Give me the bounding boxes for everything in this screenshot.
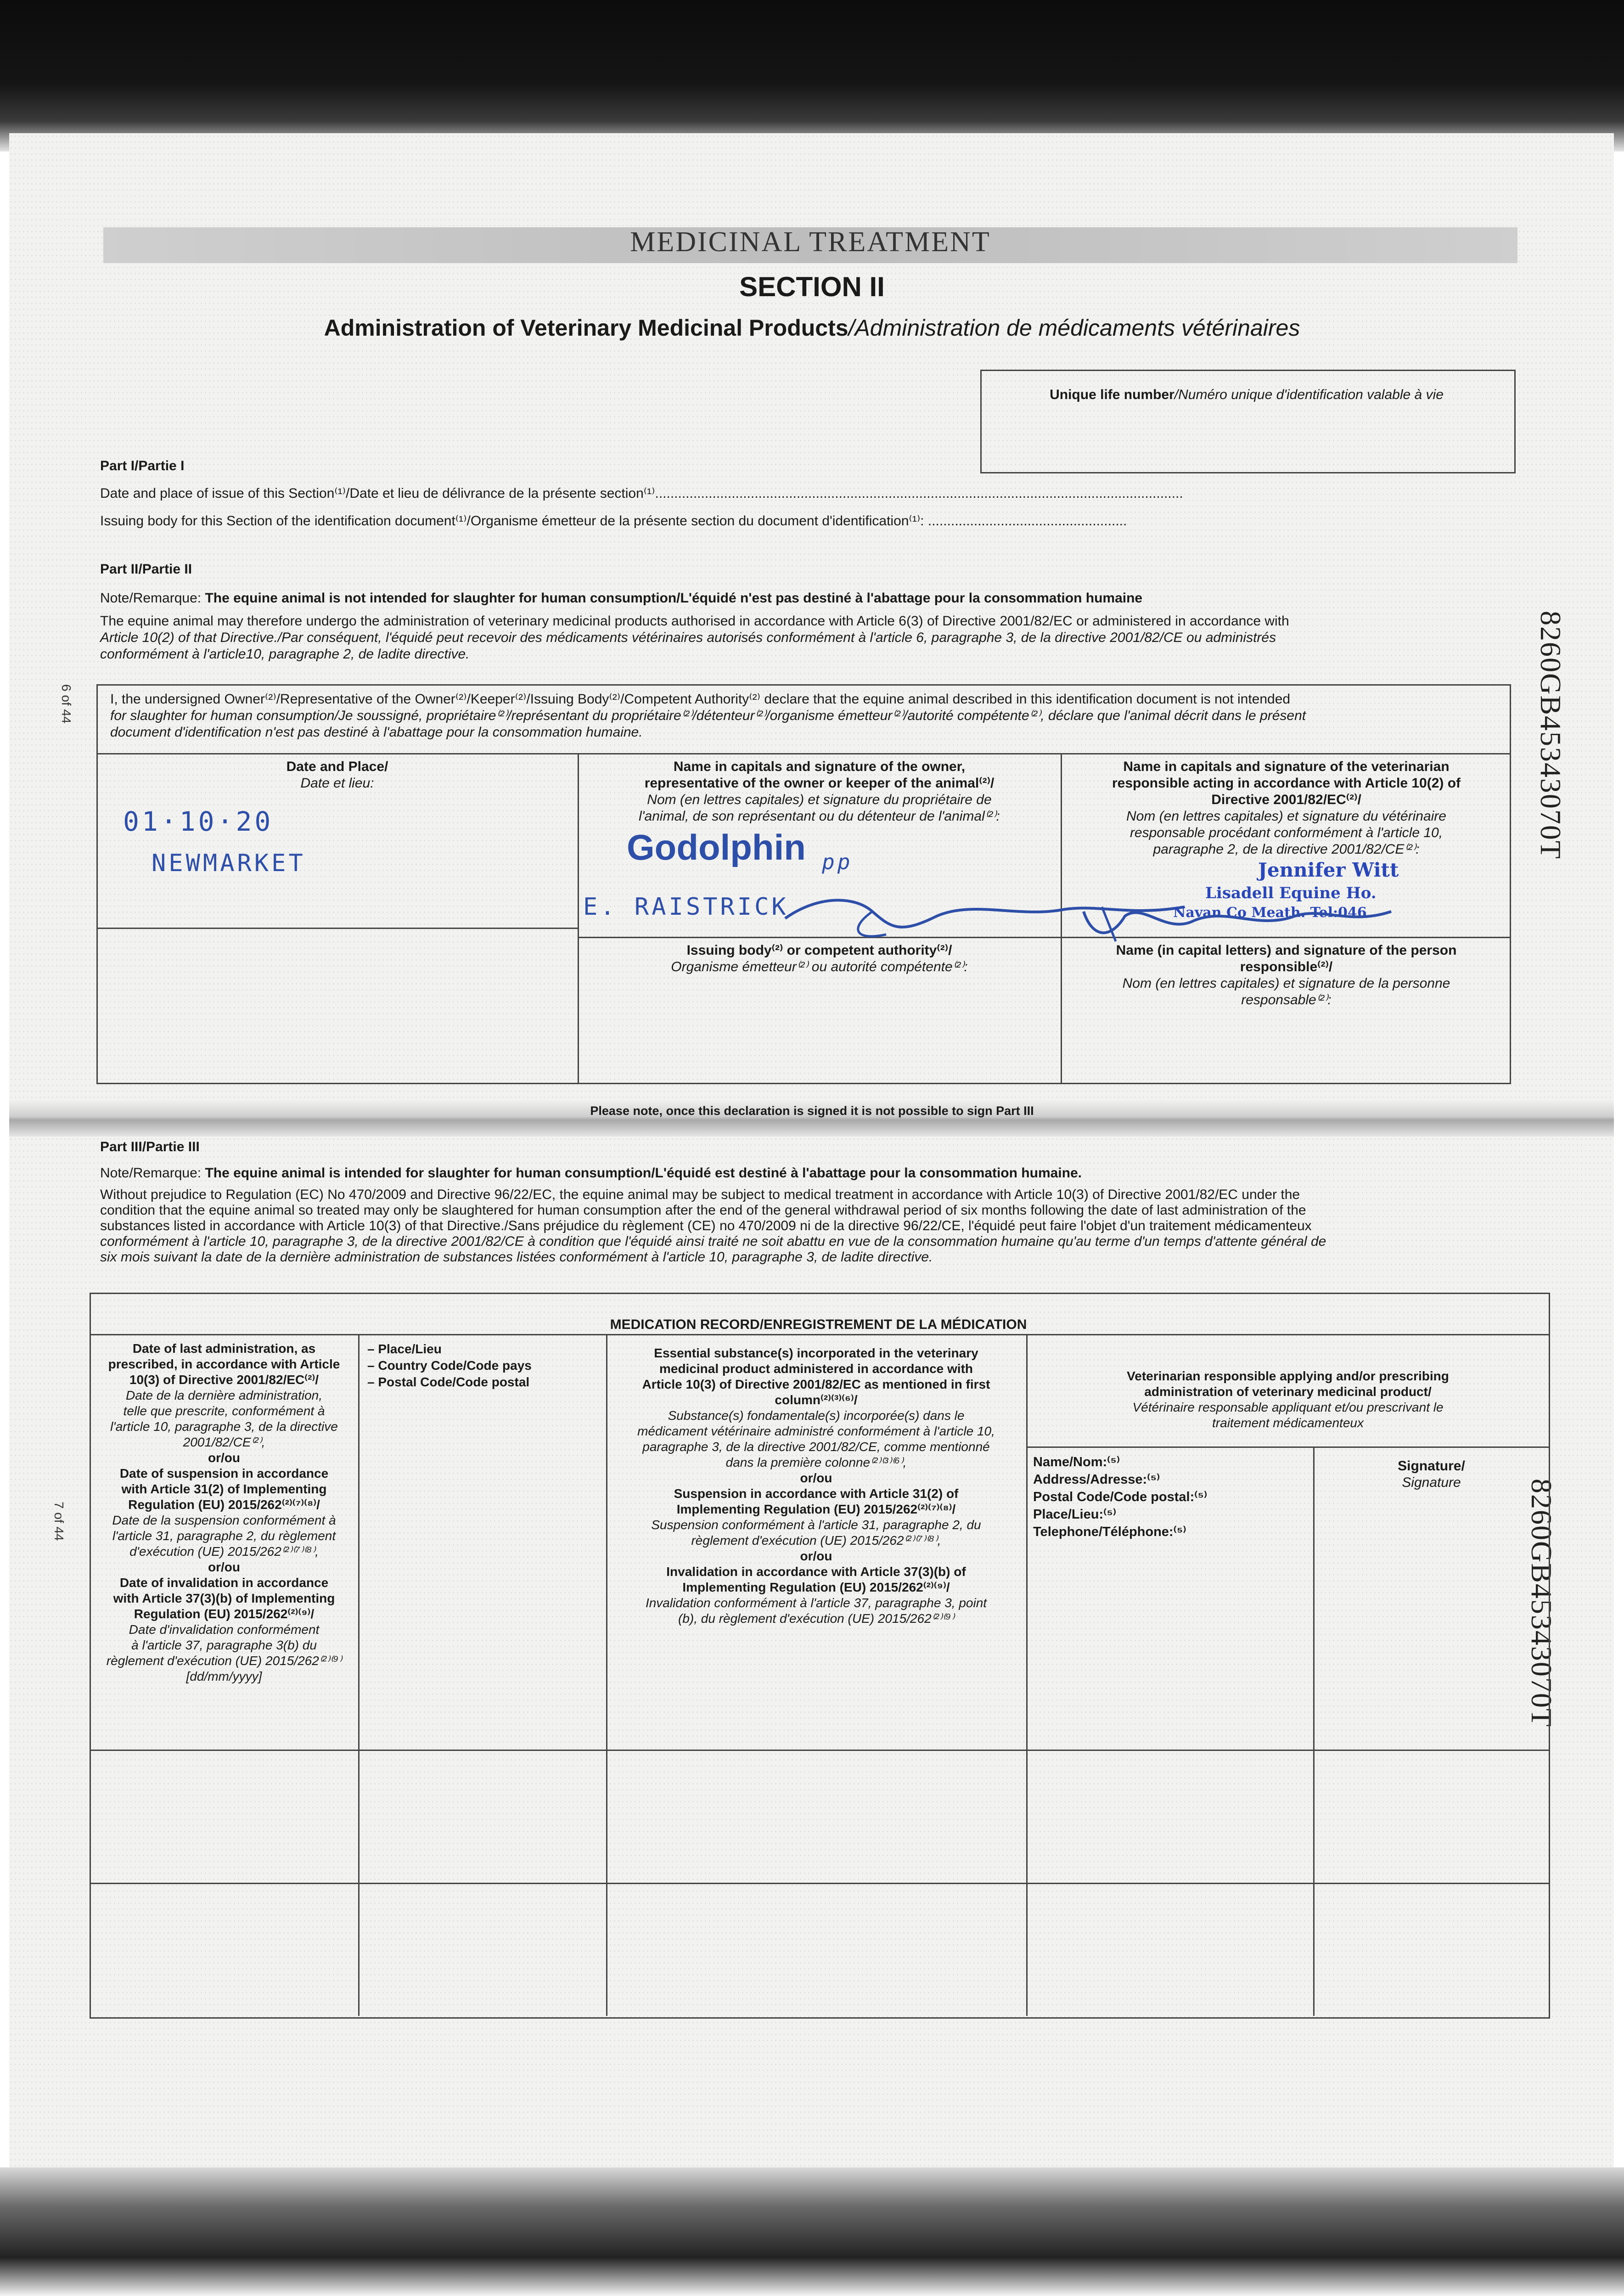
col-line: Signature <box>1402 1475 1461 1490</box>
header-line: paragraphe 2, de la directive 2001/82/CE⁽²⁾: <box>1153 842 1420 857</box>
col-line: l'article 10, paragraphe 3, de la directive <box>110 1419 338 1434</box>
section-title: SECTION II <box>739 271 885 302</box>
col-substances <box>608 1345 1024 1626</box>
part2-heading: Part II/Partie II <box>100 562 192 577</box>
col-line: or/ou <box>208 1560 240 1574</box>
col-line: Essential substance(s) incorporated in the veterinary <box>654 1346 978 1360</box>
col-line: or/ou <box>800 1471 832 1485</box>
medication-record-title: MEDICATION RECORD/ENREGISTREMENT DE LA MÉDICATION <box>610 1317 1027 1332</box>
vet-field-telephone: Telephone/Téléphone:⁽⁵⁾ <box>1033 1525 1186 1539</box>
handwritten-place: NEWMARKET <box>152 850 306 877</box>
header-line: Date et lieu: <box>300 776 374 791</box>
part3-para-line: Without prejudice to Regulation (EC) No 470/2009 and Directive 96/22/EC, the equine animal may be subject to medical treatment in accordance with Article 10(3) of Directive 2001/82/EC under the <box>100 1187 1300 1202</box>
unique-life-number-box <box>980 370 1516 473</box>
col-line: Suspension in accordance with Article 31(2) of <box>674 1486 959 1501</box>
col-line: règlement d'exécution (UE) 2015/262⁽²⁾⁽⁷⁾⁽⁸⁾, <box>691 1533 941 1548</box>
col-line: Date of suspension in accordance <box>119 1466 329 1480</box>
part3-para-line: substances listed in accordance with Article 10(3) of that Directive./Sans préjudice du règlement (CE) no 470/2009 ni de la directive 96/22/CE, l'équidé peut faire l'objet d'un traitement médicamenteux <box>100 1218 1312 1233</box>
col-line: administration of veterinary medicinal product/ <box>1144 1384 1432 1399</box>
header-line: Date and Place/ <box>286 759 388 774</box>
col-line: Invalidation in accordance with Article 37(3)(b) of <box>666 1564 966 1579</box>
col-line: Invalidation conformément à l'article 37, paragraphe 3, point <box>645 1596 987 1610</box>
handwritten-owner-name: E. RAISTRICK <box>583 893 789 921</box>
vet-signature-header <box>1062 759 1510 858</box>
part1-heading: Part I/Partie I <box>100 458 185 473</box>
declaration-line: I, the undersigned Owner⁽²⁾/Representative of the Owner⁽²⁾/Keeper⁽²⁾/Issuing Body⁽²⁾/Competent Authority⁽²⁾ declare that the equine animal described in this identification document is not intended <box>110 692 1291 707</box>
table-divider <box>90 1883 1549 1884</box>
col-line: with Article 31(2) of Implementing <box>121 1482 327 1496</box>
col-line: Substance(s) fondamentale(s) incorporée(s) dans le <box>668 1408 965 1423</box>
col-line: or/ou <box>208 1451 240 1465</box>
header-line: Nom (en lettres capitales) et signature du vétérinaire <box>1126 809 1446 824</box>
vet-field-name: Name/Nom:⁽⁵⁾ <box>1033 1455 1120 1469</box>
part2-para-line: Article 10(2) of that Directive./Par conséquent, l'équidé peut recevoir des médicaments vétérinaires autorisés conformément à l'article 6, paragraphe 3, de la directive 2001/82/CE ou administrés <box>100 630 1276 645</box>
part3-heading: Part III/Partie III <box>100 1139 200 1154</box>
passport-id-bottom: 8260GB45343070T <box>1525 1479 1558 1728</box>
header-line: responsible acting in accordance with Article 10(2) of <box>1112 776 1461 791</box>
col-line: Date of invalidation in accordance <box>119 1576 329 1590</box>
part3-para-line: six mois suivant la date de la dernière administration de substances listées conformément à l'article 10, paragraphe 3, de ladite directive. <box>100 1249 933 1265</box>
col-line: Date d'invalidation conformément <box>129 1622 320 1637</box>
vet-stamp-address: Navan Co Meath. Tel:046 <box>1173 905 1367 921</box>
part3-para-line: conformément à l'article 10, paragraphe 3, de la directive 2001/82/CE à condition que l'équidé ainsi traité ne soit abattu en vue de la consommation humaine qu'au terme d'un temps d'attente général de <box>100 1234 1326 1249</box>
table-divider <box>96 928 579 929</box>
vet-field-address: Address/Adresse:⁽⁵⁾ <box>1033 1472 1160 1487</box>
col-line: traitement médicamenteux <box>1212 1416 1364 1430</box>
vet-signature-scribble <box>1074 898 1396 948</box>
col-veterinarian-header <box>1028 1368 1547 1431</box>
col-line: Suspension conformément à l'article 31, paragraphe 2, du <box>651 1518 981 1532</box>
part3-note: Note/Remarque: The equine animal is intended for slaughter for human consumption/L'équidé est destiné à l'abattage pour la consommation humaine. <box>100 1165 1082 1181</box>
col-line: 10(3) of Directive 2001/82/EC⁽²⁾/ <box>129 1373 319 1387</box>
unique-life-number-label: Unique life number/Numéro unique d'identification valable à vie <box>1050 387 1444 402</box>
col-line: Implementing Regulation (EU) 2015/262⁽²⁾⁽⁷⁾⁽⁸⁾/ <box>676 1502 956 1516</box>
scan-bottom-edge <box>0 2167 1624 2296</box>
col-veterinarian-fields <box>1033 1453 1309 1541</box>
table-divider <box>578 753 579 1083</box>
col-line: 2001/82/CE⁽²⁾, <box>183 1435 265 1449</box>
header-line: representative of the owner or keeper of the animal⁽²⁾/ <box>644 776 995 791</box>
part2-footnote: Please note, once this declaration is signed it is not possible to sign Part III <box>590 1104 1034 1118</box>
col-line: dans la première colonne⁽²⁾⁽³⁾⁽⁶⁾, <box>725 1455 907 1469</box>
part2-para-line: The equine animal may therefore undergo the administration of veterinary medicinal products authorised in accordance with Article 6(3) of Directive 2001/82/EC or administered in accordance with <box>100 613 1289 629</box>
header-line: Directive 2001/82/EC⁽²⁾/ <box>1211 792 1361 807</box>
date-place-header <box>97 759 577 792</box>
owner-signature-header <box>579 759 1059 825</box>
vet-stamp-name: Jennifer Witt <box>1258 859 1399 881</box>
table-divider <box>1026 1446 1549 1448</box>
header-line: responsable procédant conformément à l'article 10, <box>1129 825 1443 840</box>
col-line: Regulation (EU) 2015/262⁽²⁾⁽⁹⁾/ <box>134 1607 315 1621</box>
col-administration-date <box>91 1341 357 1684</box>
table-divider <box>606 1334 607 2016</box>
table-divider <box>1026 1334 1028 2016</box>
page-number-bottom: 7 of 44 <box>52 1502 66 1541</box>
col-line: Date de la dernière administration, <box>125 1388 322 1402</box>
col-line: medicinal product administered in accordance with <box>659 1362 973 1376</box>
owner-pp-mark: pp <box>822 850 853 874</box>
owner-stamp-godolphin: Godolphin <box>627 827 806 867</box>
responsible-person-header <box>1062 942 1510 1008</box>
page-number-top: 6 of 44 <box>59 684 73 724</box>
col-line: Veterinarian responsible applying and/or prescribing <box>1127 1369 1449 1383</box>
declaration-line: document d'identification n'est pas destiné à l'abattage pour la consommation humaine. <box>110 725 643 740</box>
header-line: responsable⁽²⁾: <box>1241 992 1332 1007</box>
header-line: Name in capitals and signature of the veterinarian <box>1123 759 1450 774</box>
col-line: à l'article 37, paragraphe 3(b) du <box>131 1638 317 1652</box>
col-line: Implementing Regulation (EU) 2015/262⁽²⁾⁽⁹⁾/ <box>682 1580 950 1594</box>
col-place <box>367 1341 601 1390</box>
col-line: (b), du règlement d'exécution (UE) 2015/262⁽²⁾⁽⁹⁾ <box>678 1611 954 1626</box>
col-line: l'article 31, paragraphe 2, du règlement <box>112 1529 336 1543</box>
table-divider <box>1313 1446 1315 2016</box>
scan-top-edge <box>0 0 1624 152</box>
col-line: médicament vétérinaire administré conformément à l'article 10, <box>637 1424 995 1438</box>
part1-issuing-body-line: Issuing body for this Section of the identification document⁽¹⁾/Organisme émetteur de la présente section du document d'identification⁽¹⁾: .................................................... <box>100 513 1127 529</box>
header-line: Nom (en lettres capitales) et signature du propriétaire de <box>647 792 992 807</box>
col-line: règlement d'exécution (UE) 2015/262⁽²⁾⁽⁹⁾ <box>106 1654 342 1668</box>
part1-date-place-line: Date and place of issue of this Section⁽¹⁾/Date et lieu de délivrance de la présente section⁽¹⁾.......................................................................................................................................... <box>100 486 1183 501</box>
col-line: – Postal Code/Code postal <box>367 1375 530 1389</box>
header-line: Nom (en lettres capitales) et signature de la personne <box>1122 976 1450 991</box>
col-line: Article 10(3) of Directive 2001/82/EC as mentioned in first <box>642 1377 990 1391</box>
col-line: – Country Code/Code pays <box>367 1358 532 1373</box>
col-line: prescribed, in accordance with Article <box>108 1357 340 1371</box>
col-line: Signature/ <box>1398 1458 1465 1474</box>
col-line: with Article 37(3)(b) of Implementing <box>113 1591 335 1605</box>
col-line: d'exécution (UE) 2015/262⁽²⁾⁽⁷⁾⁽⁸⁾, <box>129 1544 319 1559</box>
declaration-text <box>110 691 1497 741</box>
vet-field-place: Place/Lieu:⁽⁵⁾ <box>1033 1507 1116 1522</box>
part2-note: Note/Remarque: The equine animal is not intended for slaughter for human consumption/L'équidé n'est pas destiné à l'abattage pour la consommation humaine <box>100 591 1143 606</box>
col-line: or/ou <box>800 1549 832 1563</box>
table-divider <box>90 1750 1549 1751</box>
banner-title: MEDICINAL TREATMENT <box>630 226 991 258</box>
header-line: Name (in capital letters) and signature of the person <box>1116 943 1457 958</box>
header-line: Organisme émetteur⁽²⁾ ou autorité compétente⁽²⁾: <box>671 959 968 974</box>
col-line: Date de la suspension conformément à <box>112 1513 336 1527</box>
table-divider <box>90 1334 1549 1335</box>
part2-paragraph <box>100 613 1500 663</box>
handwritten-date: 01·10·20 <box>123 806 274 837</box>
part3-para-line: condition that the equine animal so treated may only be slaughtered for human consumption after the end of the general withdrawal period of six months following the date of last administration of the <box>100 1203 1306 1218</box>
col-line: – Place/Lieu <box>367 1342 442 1356</box>
part2-para-line: conformément à l'article10, paragraphe 2, de ladite directive. <box>100 647 470 662</box>
col-line: telle que prescrite, conformément à <box>123 1404 325 1418</box>
page-subtitle: Administration of Veterinary Medicinal Products/Administration de médicaments vétérinaires <box>324 315 1300 341</box>
header-line: Name in capitals and signature of the owner, <box>673 759 966 774</box>
table-divider <box>358 1334 360 2016</box>
passport-id-top: 8260GB45343070T <box>1534 611 1567 860</box>
col-line: Vétérinaire responsable appliquant et/ou prescrivant le <box>1132 1400 1444 1414</box>
table-divider <box>96 753 1510 754</box>
col-line: [dd/mm/yyyy] <box>186 1669 262 1683</box>
vet-field-postal-code: Postal Code/Code postal:⁽⁵⁾ <box>1033 1490 1208 1504</box>
col-signature <box>1315 1458 1547 1491</box>
declaration-line: for slaughter for human consumption/Je soussigné, propriétaire⁽²⁾/représentant du propriétaire⁽²⁾/détenteur⁽²⁾/organisme émetteur⁽²⁾/autorité compétente⁽²⁾, déclare que l'animal décrit dans le présent <box>110 708 1306 723</box>
vet-stamp-practice: Lisadell Equine Ho. <box>1205 884 1377 902</box>
col-line: paragraphe 3, de la directive 2001/82/CE, comme mentionné <box>642 1440 990 1454</box>
col-line: column⁽²⁾⁽³⁾⁽⁶⁾/ <box>775 1393 858 1407</box>
header-line: responsible⁽²⁾/ <box>1240 959 1333 974</box>
header-line: l'animal, de son représentant ou du détenteur de l'animal⁽²⁾: <box>639 809 1000 824</box>
col-line: Regulation (EU) 2015/262⁽²⁾⁽⁷⁾⁽⁸⁾/ <box>128 1497 320 1512</box>
col-line: Date of last administration, as <box>132 1341 316 1356</box>
issuing-body-header <box>579 942 1059 975</box>
part3-paragraph <box>100 1187 1505 1265</box>
header-line: Issuing body⁽²⁾ or competent authority⁽²⁾/ <box>686 943 952 958</box>
